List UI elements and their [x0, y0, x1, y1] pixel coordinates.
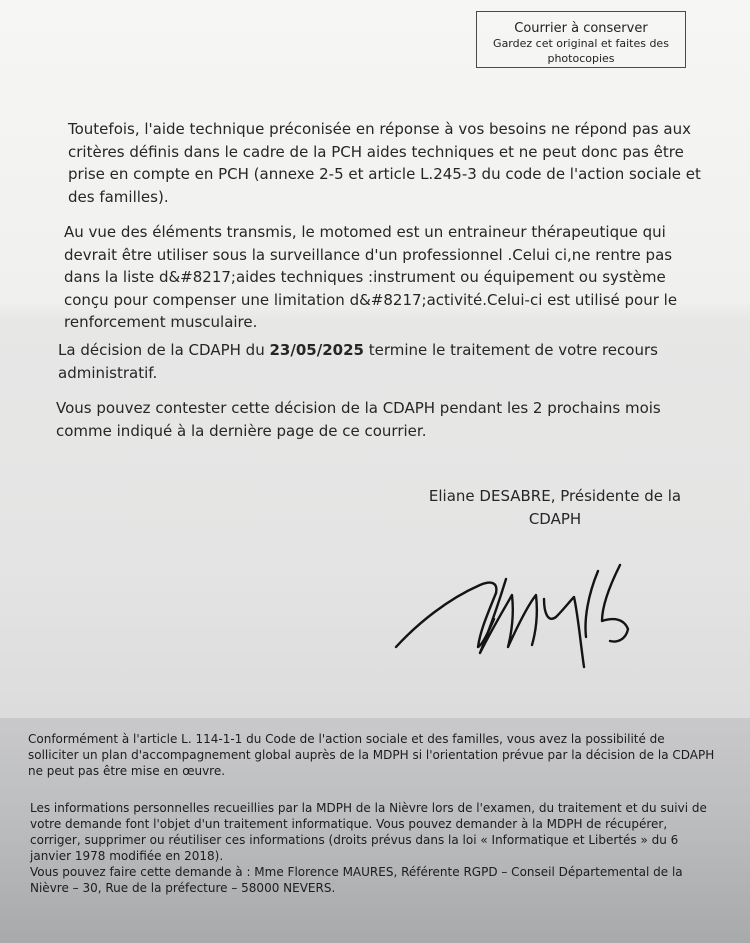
footer-data-privacy: Les informations personnelles recueillies par la MDPH de la Nièvre lors de l'examen, du traitement et du suivi de votre demande font l'objet d'un traitement informatique. Vous pouvez demander à la MDPH de récupérer, corriger, supprimer ou réutiliser ces informations (droits prévus dans la loi « Informatique et Libertés » du 6 janvier 1978 modifiée en 2018). — [30, 801, 707, 863]
paragraph-contest: Vous pouvez contester cette décision de la CDAPH pendant les 2 prochains mois comme indiqué à la dernière page de ce courrier. — [56, 399, 661, 440]
footer-contact-rgpd: Vous pouvez faire cette demande à : Mme Florence MAURES, Référente RGPD – Conseil Départemental de la Nièvre – 30, Rue de la préfecture – 58000 NEVERS. — [30, 865, 683, 895]
keep-title: Courrier à conserver — [514, 21, 648, 36]
decision-text-end: termine le traitement de votre recours administratif. — [58, 341, 658, 382]
keep-original-box — [476, 11, 686, 68]
signatory-body: CDAPH — [528, 510, 582, 528]
paragraph-pch-criteria: Toutefois, l'aide technique préconisée en réponse à vos besoins ne répond pas aux critères définis dans le cadre de la PCH aides techniques et ne peut donc pas être prise en compte en PCH (annexe 2-5 et article L.245-3 du code de l'action sociale et des familles). — [68, 120, 701, 206]
handwritten-signature-icon — [388, 555, 698, 673]
keep-note: Gardez cet original et faites des photocopies — [493, 37, 669, 65]
signatory-name: Eliane DESABRE, Présidente de la — [428, 487, 682, 505]
signatory-block — [410, 485, 700, 531]
footer-article-notice: Conformément à l'article L. 114-1-1 du Code de l'action sociale et des familles, vous avez la possibilité de solliciter un plan d'accompagnement global auprès de la MDPH si l'orientation prévue par la décision de la CDAPH ne peut pas être mise en œuvre. — [28, 732, 715, 778]
decision-date: 23/05/2025 — [269, 341, 364, 359]
paragraph-decision — [58, 339, 698, 384]
decision-text-start: La décision de la CDAPH du — [58, 341, 270, 359]
paragraph-motomed: Au vue des éléments transmis, le motomed est un entraineur thérapeutique qui devrait être utiliser sous la surveillance d'un professionnel .Celui ci,ne rentre pas dans la liste d&#8217;aides techniques :instrument ou équipement ou système conçu pour compenser une limitation d&#8217;activité.Celui-ci est utilisé pour le renforcement musculaire. — [64, 223, 678, 331]
